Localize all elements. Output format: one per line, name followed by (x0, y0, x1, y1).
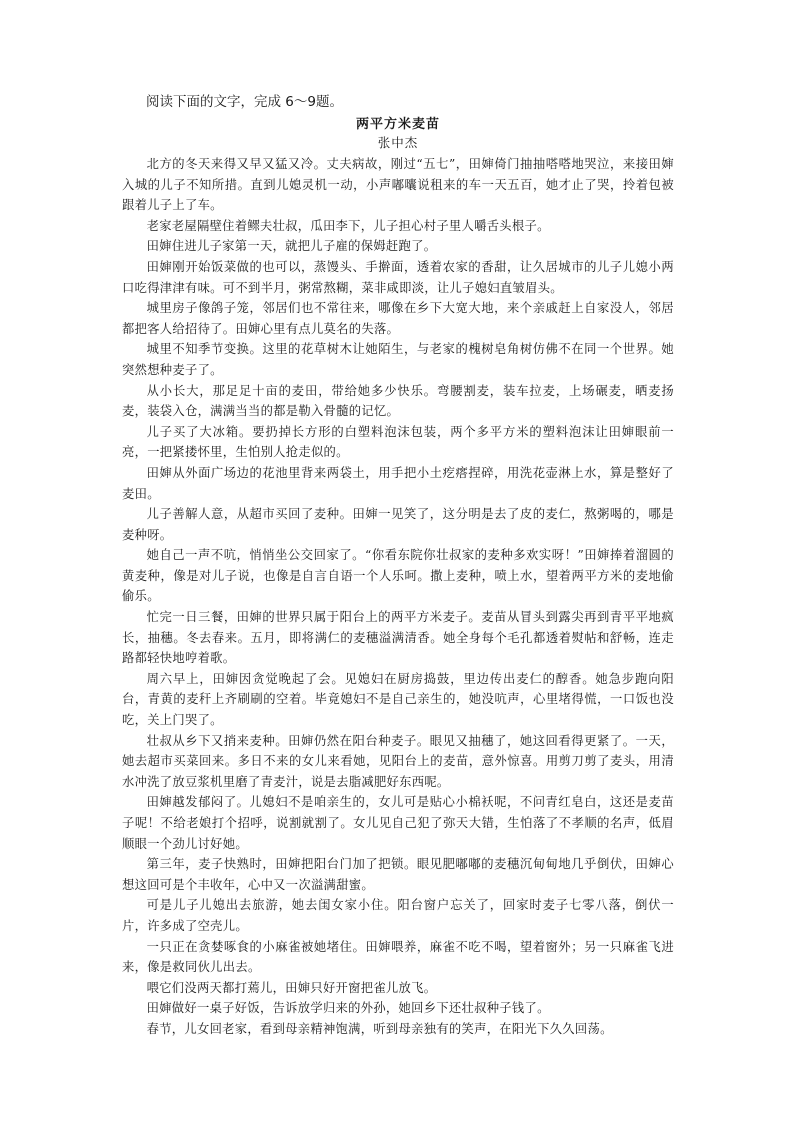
article-paragraph: 春节，儿女回老家，看到母亲精神饱满，听到母亲独有的笑声，在阳光下久久回荡。 (146, 1021, 613, 1036)
article-paragraph: 北方的冬天来得又早又猛又冷。丈夫病故，刚过“五七”，田婶倚门抽抽嗒嗒地哭泣，来接田婶入城的儿子不知所措。直到儿媳灵机一动，小声嘟囔说租来的车一天五百，她才止了哭，拎着包被跟着儿子上了车。 (122, 157, 674, 213)
article-paragraph: 老家老屋隔壁住着鳏夫壮叔，瓜田李下，儿子担心村子里人嚼舌头根子。 (146, 218, 550, 233)
document-page (122, 92, 674, 1040)
article-paragraph: 城里不知季节变换。这里的花草树木让她陌生，与老家的槐树皂角树仿佛不在同一个世界。她突然想种麦子了。 (122, 342, 674, 377)
article-title: 两平方米麦苗 (355, 117, 440, 132)
article-paragraph: 壮叔从乡下又捎来麦种。田婶仍然在阳台种麦子。眼见又抽穗了，她这回看得更紧了。一天，她去超市买菜回来。多日不来的女儿来看她，见阳台上的麦苗，意外惊喜。用剪刀剪了麦头，用清水冲洗了放豆浆机里磨了青麦汁，说是去脂减肥好东西呢。 (122, 733, 674, 789)
article-paragraph: 田婶做好一桌子好饭，告诉放学归来的外孙，她回乡下还壮叔种子钱了。 (146, 1001, 550, 1016)
article-paragraph: 田婶刚开始饭菜做的也可以，蒸馒头、手擀面，透着农家的香甜，让久居城市的儿子儿媳小两口吃得津津有味。可不到半月，粥常熬糊，菜非咸即淡，让儿子媳妇直皱眉头。 (122, 259, 674, 295)
article-paragraph: 一只正在贪婪啄食的小麻雀被她堵住。田婶喂养，麻雀不吃不喝，望着窗外；另一只麻雀飞进来，像是救同伙儿出去。 (122, 939, 674, 975)
article-paragraph: 田婶越发郁闷了。儿媳妇不是咱亲生的，女儿可是贴心小棉袄呢，不问青红皂白，这还是麦苗子呢！不给老娘打个招呼，说割就割了。女儿见自己犯了弥天大错，生怕落了不孝顺的名声，低眉顺眼一个劲儿讨好她。 (122, 795, 674, 851)
article-paragraph: 田婶住进儿子家第一天，就把儿子雇的保姆赶跑了。 (146, 239, 437, 254)
article-paragraph: 儿子善解人意，从超市买回了麦种。田婶一见笑了，这分明是去了皮的麦仁，熬粥喝的，哪是麦种呀。 (122, 507, 674, 542)
article-paragraph: 忙完一日三餐，田婶的世界只属于阳台上的两平方米麦子。麦苗从冒头到露尖再到青平平地疯长，抽穗。冬去春来。五月，即将满仁的麦穗溢满清香。她全身每个毛孔都透着熨帖和舒畅，连走路都轻快地哼着歌。 (122, 610, 674, 666)
article-paragraph: 儿子买了大冰箱。要扔掉长方形的白塑料泡沫包装，两个多平方米的塑料泡沫让田婶眼前一亮，一把紧搂怀里，生怕别人抢走似的。 (122, 424, 674, 460)
reading-instruction: 阅读下面的文字，完成 6～9题。 (146, 94, 343, 110)
article-paragraph: 从小长大，那足足十亩的麦田，带给她多少快乐。弯腰割麦，装车拉麦，上场碾麦，晒麦扬麦，装袋入仓，满满当当的都是勒入骨髓的记忆。 (122, 383, 674, 419)
article-paragraph: 喂它们没两天都打蔫儿，田婶只好开窗把雀儿放飞。 (146, 980, 437, 995)
article-paragraph: 城里房子像鸽子笼，邻居们也不常往来，哪像在乡下大宽大地，来个亲戚赶上自家没人，邻居都把客人给招待了。田婶心里有点儿莫名的失落。 (122, 301, 674, 336)
article-paragraph: 她自己一声不吭，悄悄坐公交回家了。“你看东院你壮叔家的麦种多欢实呀！”田婶捧着溜圆的黄麦种，像是对儿子说，也像是自言自语一个人乐呵。撒上麦种，喷上水，望着两平方米的麦地偷偷乐。 (122, 548, 674, 604)
article-paragraph: 田婶从外面广场边的花池里背来两袋土，用手把小土疙瘩捏碎，用洗花壶淋上水，算是整好了麦田。 (122, 465, 674, 501)
article-paragraph: 周六早上，田婶因贪觉晚起了会。见媳妇在厨房捣鼓，里边传出麦仁的醇香。她急步跑向阳台，青黄的麦秆上齐刷刷的空着。毕竟媳妇不是自己亲生的，她没吭声，心里堵得慌，一口饭也没吃，关上门哭了。 (122, 671, 674, 728)
article-paragraph: 可是儿子儿媳出去旅游，她去闺女家小住。阳台窗户忘关了，回家时麦子七零八落，倒伏一片，许多成了空壳儿。 (122, 898, 674, 933)
article-paragraph: 第三年，麦子快熟时，田婶把阳台门加了把锁。眼见肥嘟嘟的麦穗沉甸甸地几乎倒伏，田婶心想这回可是个丰收年，心中又一次溢满甜蜜。 (122, 857, 674, 892)
article-author: 张中杰 (377, 135, 419, 150)
article-body (122, 154, 674, 1040)
